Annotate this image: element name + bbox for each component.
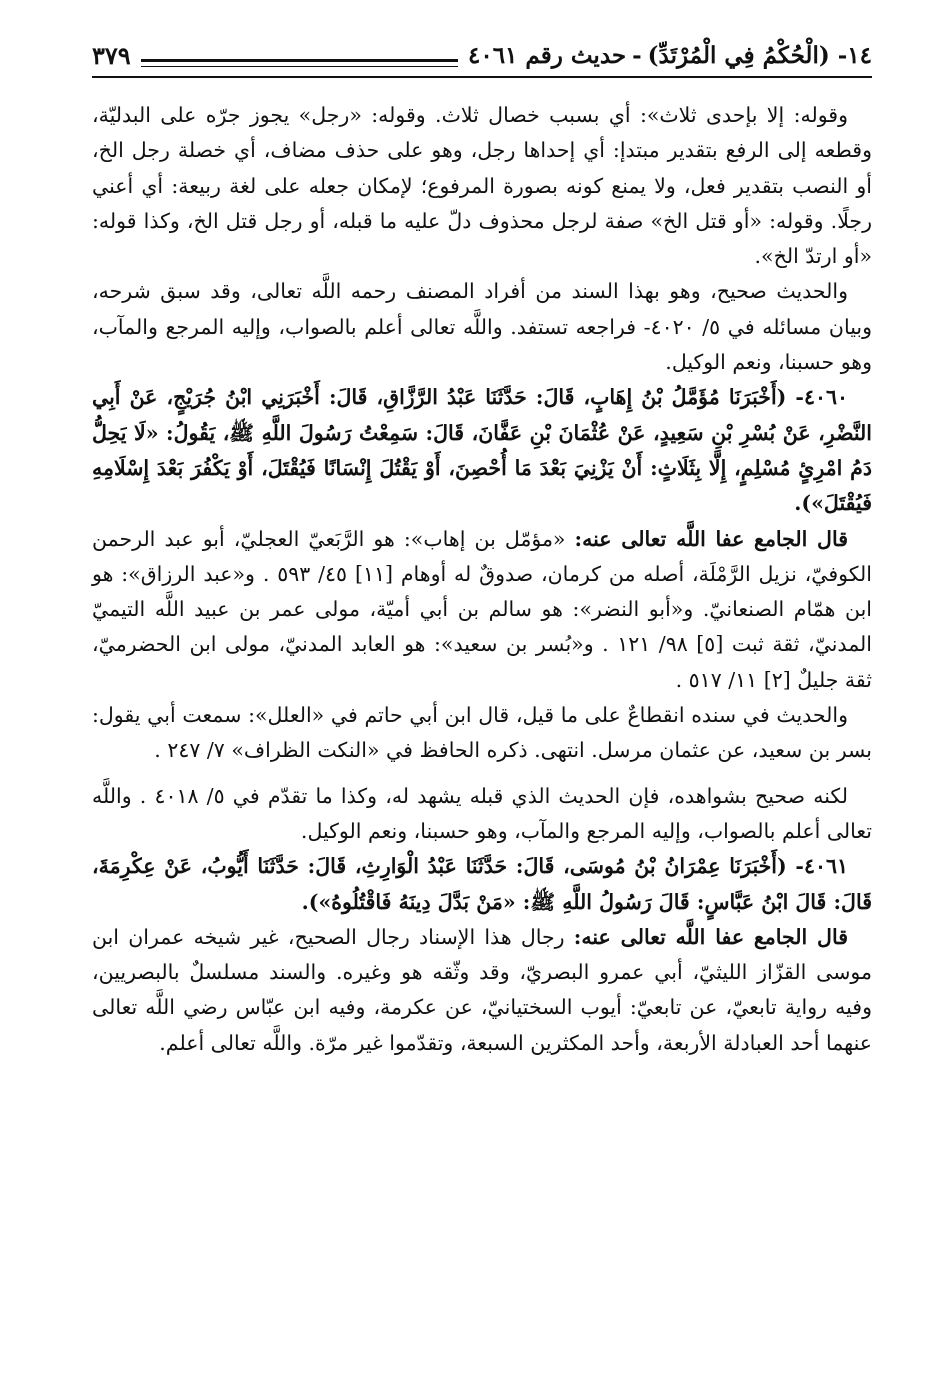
running-title (468, 38, 872, 74)
header-double-rule (141, 59, 458, 67)
narrators-text: «مؤمّل بن إهاب»: هو الرَّبَعيّ العجليّ، أبو عبد الرحمن الكوفيّ، نزيل الرَّمْلَة، أصله من كرمان، صدوقٌ له أوهام [١١] ٤٥/ ٥٩٣ . و«عبد الرزاق»: هو ابن همّام الصنعانيّ. و«أبو النضر»: هو سالم بن أبي أميّة، مولى عمر بن عبيد اللَّه التيميّ المدنيّ، ثقة ثبت [٥] ٩٨/ ١٢١ . و«بُسر بن سعيد»: هو العابد المدنيّ، مولى ابن الحضرميّ، ثقة جليلٌ [٢] ١١/ ٥١٧ . (92, 526, 872, 692)
narrators-text: رجال هذا الإسناد رجال الصحيح، غير شيخه عمران ابن موسى القزّاز الليثيّ، أبي عمرو البصريّ، وقد وثّقه هو وغيره. والسند مسلسلٌ بالبصريين، وفيه رواية تابعيّ، عن تابعيّ: أيوب السختيانيّ، عن عكرمة، وفيه ابن عبّاس رضي اللَّه تعالى عنهما أحد العبادلة الأربعة، وأحد المكثرين السبعة، وتقدّموا غير مرّة. واللَّه تعالى أعلم. (92, 924, 872, 1055)
commentary-paragraph: لكنه صحيح بشواهده، فإن الحديث الذي قبله يشهد له، وكذا ما تقدّم في ٥/ ٤٠١٨ . واللَّه تعالى أعلم بالصواب، وإليه المرجع والمآب، وهو حسبنا، ونعم الوكيل. (92, 783, 872, 843)
book-page (92, 38, 872, 1061)
compiler-lead: قال الجامع عفا اللَّه تعالى عنه: (573, 924, 849, 949)
hadith-4061: ٤٠٦١- (أَخْبَرَنَا عِمْرَانُ بْنُ مُوسَى، قَالَ: حَدَّثَنَا عَبْدُ الْوَارِثِ، قَالَ: حَدَّثَنَا أَيُّوبُ، عَنْ عِكْرِمَةَ، قَالَ: قَالَ ابْنُ عَبَّاسٍ: قَالَ رَسُولُ اللَّهِ ﷺ: «مَنْ بَدَّلَ دِينَهُ فَاقْتُلُوهُ»). (92, 854, 872, 914)
hadith-4060: ٤٠٦٠- (أَخْبَرَنَا مُؤَمَّلُ بْنُ إِهَابٍ، قَالَ: حَدَّثَنَا عَبْدُ الرَّزَّاقِ، قَالَ: أَخْبَرَنِي ابْنُ جُرَيْجٍ، عَنْ أَبِي النَّضْرِ، عَنْ بُسْرِ بْنِ سَعِيدٍ، عَنْ عُثْمَانَ بْنِ عَفَّانَ، قَالَ: سَمِعْتُ رَسُولَ اللَّهِ ﷺ، يَقُولُ: «لَا يَحِلُّ دَمُ امْرِئٍ مُسْلِمٍ، إِلَّا بِثَلَاثٍ: أَنْ يَزْنِيَ بَعْدَ مَا أُحْصِنَ، أَوْ يَقْتُلَ إِنْسَانًا فَيُقْتَلَ، أَوْ يَكْفُرَ بَعْدَ إِسْلَامِهِ فَيُقْتَلَ»). (92, 385, 872, 516)
commentary-paragraph: والحديث في سنده انقطاعٌ على ما قيل، قال ابن أبي حاتم في «العلل»: سمعت أبي يقول: بسر بن سعيد، عن عثمان مرسل. انتهى. ذكره الحافظ في «النكت الظراف» ٧/ ٢٤٧ . (92, 703, 872, 763)
title-separator: - (632, 42, 642, 69)
title-underline (92, 76, 872, 78)
page-number: ٣٧٩ (92, 41, 131, 70)
hadith-reference: حديث رقم ٤٠٦١ (467, 42, 627, 69)
chapter-title: ١٤- (الْحُكْمُ فِي الْمُرْتَدِّ) (647, 42, 872, 69)
page-header (92, 38, 872, 74)
narrators-paragraph (92, 522, 872, 698)
commentary-paragraph: والحديث صحيح، وهو بهذا السند من أفراد المصنف رحمه اللَّه تعالى، وقد سبق شرحه، وبيان مسائله في ٥/ ٤٠٢٠- فراجعه تستفد. واللَّه تعالى أعلم بالصواب، وإليه المرجع والمآب، وهو حسبنا، ونعم الوكيل. (92, 279, 872, 375)
header-rule-area (131, 38, 468, 74)
compiler-lead: قال الجامع عفا اللَّه تعالى عنه: (574, 526, 848, 551)
page-body (92, 98, 872, 1061)
commentary-paragraph: وقوله: إلا بإحدى ثلاث»: أي بسبب خصال ثلاث. وقوله: «رجل» يجوز جرّه على البدليّة، وقطعه إلى الرفع بتقدير مبتدإ: أي إحداها رجل، وهو على حذف مضاف، أي خصلة رجل الخ، أو النصب بتقدير فعل، ولا يمنع كونه بصورة المرفوع؛ لإمكان جعله على لغة ربيعة: أي أعني رجلًا. وقوله: «أو قتل الخ» صفة لرجل محذوف دلّ عليه ما قبله، أو رجل قتل الخ، وكذا قوله: «أو ارتدّ الخ». (92, 103, 872, 269)
narrators-paragraph (92, 920, 872, 1061)
